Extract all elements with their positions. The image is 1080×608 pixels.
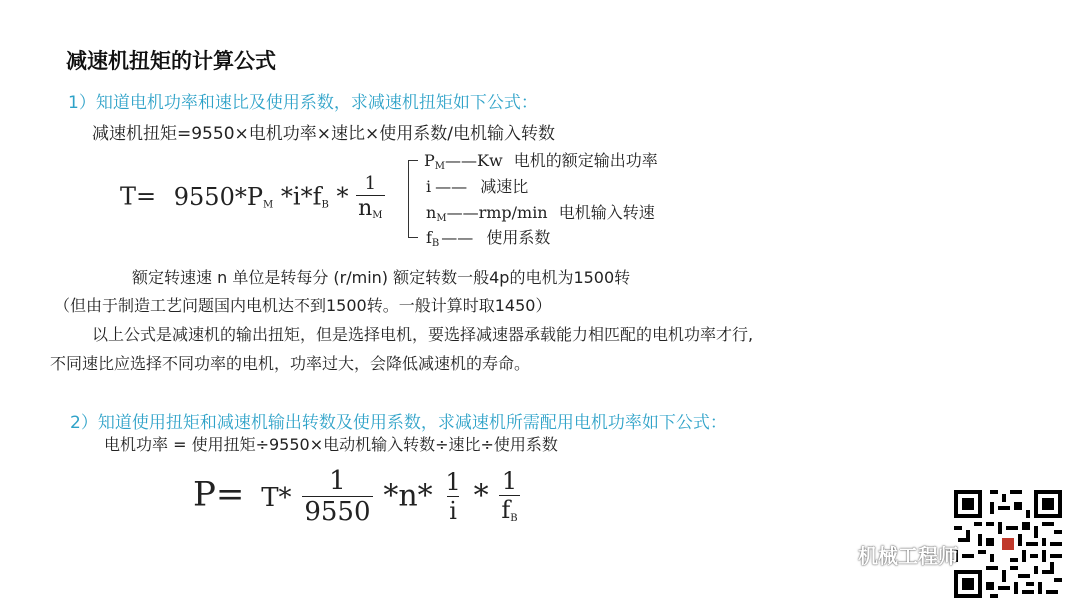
note-1450: （但由于制造工艺问题国内电机达不到1500转。一般计算时取1450） [54,296,552,315]
formula2-mid: *n* [383,478,433,514]
note-rpm: 额定转速速 n 单位是转每分 (r/min) 额定转数一般4p的电机为1500转 [132,268,631,287]
section1-formula-text: 减速机扭矩=9550×电机功率×速比×使用系数/电机输入转数 [92,124,555,144]
legend-row: $P_M——Kw$ 电机的额定输出功率 [424,151,658,172]
formula-lhs: T= [120,182,157,211]
formula-mid1-sub: B [321,199,329,211]
formula-coef: 9550*P [173,182,263,211]
qr-code-icon [950,486,1066,602]
torque-formula [120,175,385,221]
formula2-lhs: P= [193,474,245,515]
section1-heading: 1）知道电机功率和速比及使用系数，求减速机扭矩如下公式： [68,93,538,113]
legend-row: $f_B$ —— 使用系数 [426,228,551,249]
page-title: 减速机扭矩的计算公式 [66,49,276,73]
formula-coef-sub: M [263,199,274,211]
watermark-text: 机械工程师 [858,544,958,568]
section2-heading: 2）知道使用扭矩和减速机输出转数及使用系数，求减速机所需配用电机功率如下公式： [70,413,727,433]
power-formula [193,468,520,525]
formula2-fraction-fb: $\frac{1}{f_B}$ [501,467,518,524]
formula2-fraction-9550: $\frac{1}{9550}$ [304,466,371,527]
formula-mid1: *i*f [280,182,322,211]
section2-formula-text: 电机功率 = 使用扭矩÷9550×电动机输入转数÷速比÷使用系数 [104,435,558,454]
note-motor-life: 不同速比应选择不同功率的电机，功率过大，会降低减速机的寿命。 [50,354,531,373]
note-output-torque: 以上公式是减速机的输出扭矩，但是选择电机，要选择减速器承载能力相匹配的电机功率才行, [92,325,754,344]
legend-row: $n_M——rmp/\min$ 电机输入转速 [426,203,655,224]
legend-row: i —— 减速比 [426,177,529,196]
formula-fraction [356,175,384,221]
formula-mid2: * [336,182,349,211]
fraction-denominator: $n_M$ [358,196,383,221]
fraction-numerator: 1 [364,173,377,194]
legend-bracket [408,160,418,238]
formula2-mid2: * [473,478,489,514]
formula2-fraction-i: $\frac{1}{i}$ [445,468,461,525]
formula2-t: T* [261,482,292,513]
